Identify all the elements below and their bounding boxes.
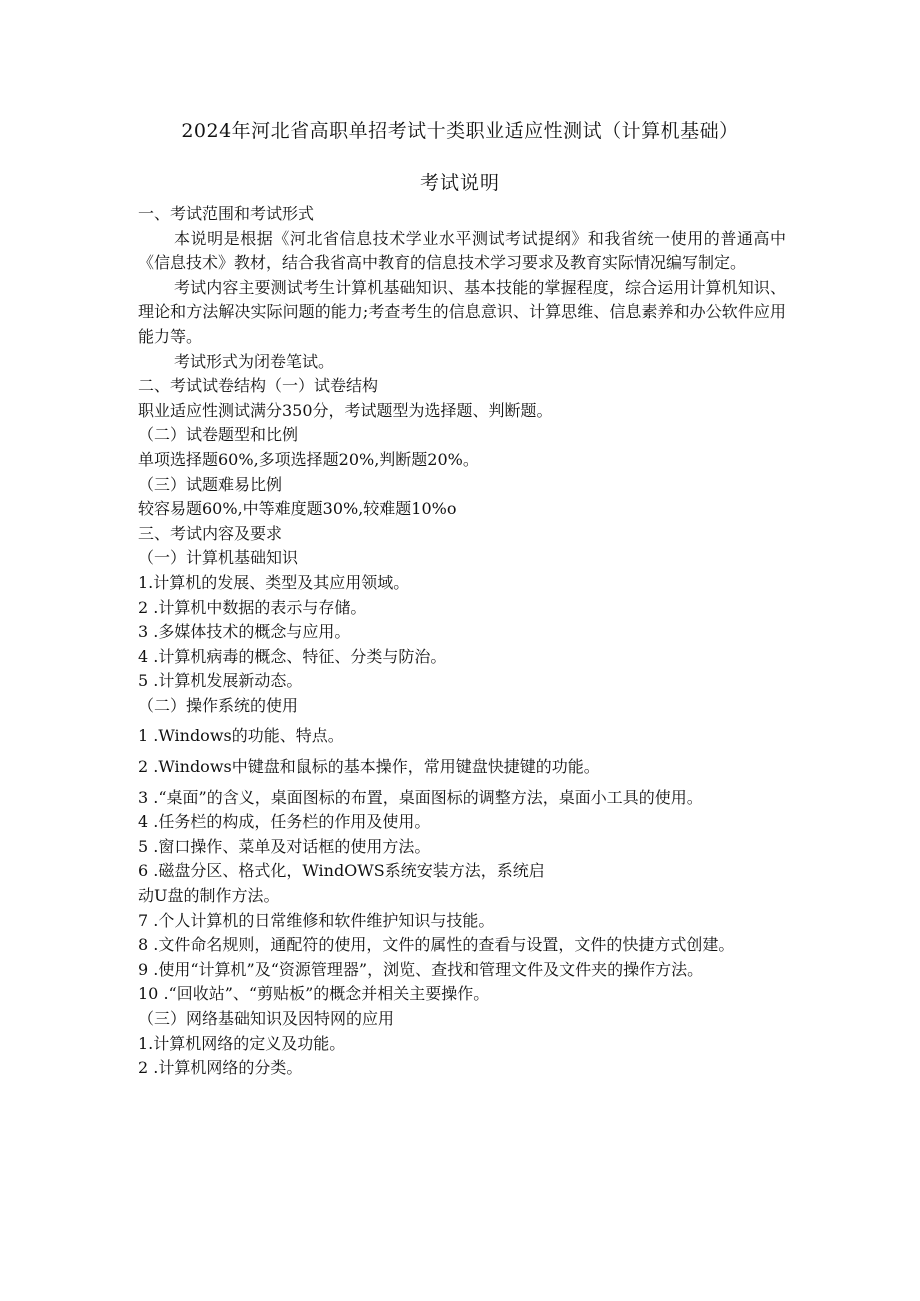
subsection-heading: （三）网络基础知识及因特网的应用	[138, 1009, 395, 1028]
list-item: 2 .计算机网络的分类。	[138, 1058, 303, 1078]
section-heading: 三、考试内容及要求	[138, 523, 283, 543]
list-item: 5 .窗口操作、菜单及对话框的使用方法。	[138, 836, 431, 856]
subsection-heading: （三）试题难易比例	[138, 474, 283, 494]
list-item: 8 .文件命名规则，通配符的使用，文件的属性的查看与设置，文件的快捷方式创建。	[138, 935, 735, 955]
list-item: 4 .任务栏的构成，任务栏的作用及使用。	[138, 812, 431, 832]
list-item: 1.计算机的发展、类型及其应用领域。	[138, 572, 410, 592]
paragraph: 本说明是根据《河北省信息技术学业水平测试考试提纲》和我省统一使用的普通高中《信息技术》教材，结合我省高中教育的信息技术学习要求及教育实际情况编写制定。	[138, 228, 786, 273]
list-item: 2 .Windows中键盘和鼠标的基本操作，常用键盘快捷键的功能。	[138, 757, 600, 777]
list-item: 7 .个人计算机的日常维修和软件维护知识与技能。	[138, 910, 495, 930]
list-item-continuation: 动U盘的制作方法。	[138, 886, 280, 906]
text-line: 较容易题60%,中等难度题30%,较难题10%o	[138, 499, 457, 519]
paragraph: 考试内容主要测试考生计算机基础知识、基本技能的掌握程度，综合运用计算机知识、理论和方法解决实际问题的能力;考查考生的信息意识、计算思维、信息素养和办公软件应用能力等。	[138, 277, 786, 346]
list-item: 10 .“回收站”、“剪贴板”的概念并相关主要操作。	[138, 984, 490, 1004]
subsection-heading: （二）操作系统的使用	[138, 695, 299, 715]
list-item: 3 .“桌面”的含义，桌面图标的布置，桌面图标的调整方法，桌面小工具的使用。	[138, 787, 703, 807]
text-line: 单项选择题60%,多项选择题20%,判断题20%。	[138, 449, 479, 469]
list-item: 3 .多媒体技术的概念与应用。	[138, 622, 351, 642]
document-title: 2024年河北省高职单招考试十类职业适应性测试（计算机基础）	[181, 120, 739, 142]
list-item: 4 .计算机病毒的概念、特征、分类与防治。	[138, 646, 447, 666]
section-heading: 二、考试试卷结构（一）试卷结构	[138, 376, 379, 396]
list-item: 9 .使用“计算机”及“资源管理器”，浏览、查找和管理文件及文件夹的操作方法。	[138, 959, 704, 979]
paragraph: 考试形式为闭卷笔试。	[174, 351, 335, 371]
subsection-heading: （二）试卷题型和比例	[138, 425, 299, 445]
section-heading: 一、考试范围和考试形式	[138, 204, 315, 223]
subsection-heading: （一）计算机基础知识	[138, 548, 299, 568]
list-item: 1.计算机网络的定义及功能。	[138, 1033, 346, 1053]
text-line: 职业适应性测试满分350分，考试题型为选择题、判断题。	[138, 400, 553, 420]
list-item: 1 .Windows的功能、特点。	[138, 726, 344, 746]
document-subtitle: 考试说明	[419, 172, 500, 194]
list-item: 6 .磁盘分区、格式化，WindOWS系统安装方法，系统启	[138, 861, 545, 881]
document-body	[138, 202, 786, 1081]
list-item: 2 .计算机中数据的表示与存储。	[138, 597, 367, 617]
list-item: 5 .计算机发展新动态。	[138, 671, 303, 691]
